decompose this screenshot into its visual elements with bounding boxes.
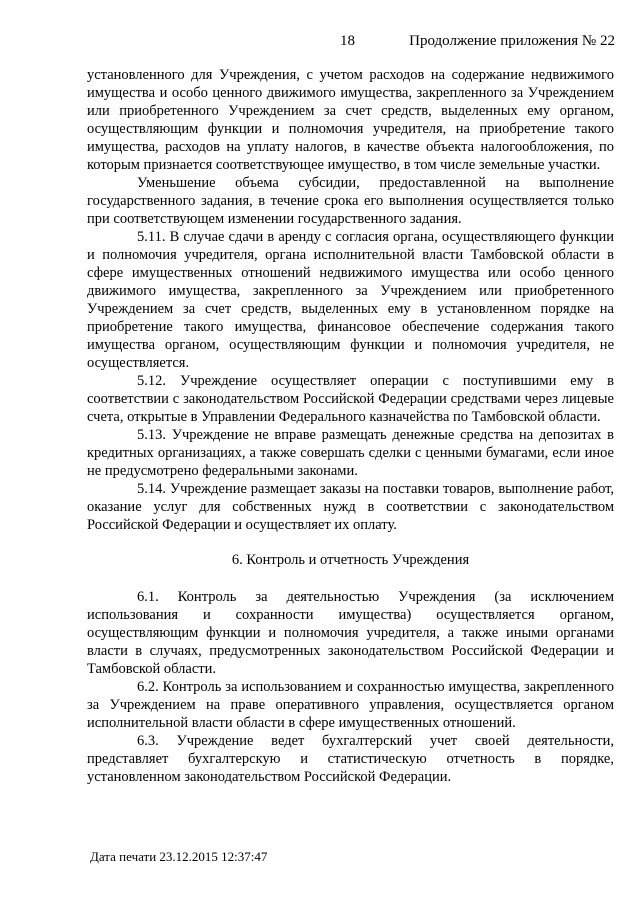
paragraph: 6.2. Контроль за использованием и сохранностью имущества, закрепленного за Учреждением на праве оперативного управления, осуществляется органом исполнительной власти области в сфере имущественных отношений. (87, 679, 614, 731)
paragraph: Уменьшение объема субсидии, предоставленной на выполнение государственного задания, в течение срока его выполнения осуществляется только при соответствующем изменении государственного задания. (87, 175, 614, 227)
paragraph: 6.1. Контроль за деятельностью Учреждения (за исключением использования и сохранности имущества) осуществляется органом, осуществляющим функции и полномочия учредителя, а также иными органами власти в случаях, предусмотренных законодательством Российской Федерации и Тамбовской области. (87, 589, 614, 677)
paragraph: 6.3. Учреждение ведет бухгалтерский учет своей деятельности, представляет бухгалтерскую и статистическую отчетность в порядке, установленном законодательством Российской Федерации. (87, 733, 614, 785)
document-body (87, 66, 614, 786)
section-heading: 6. Контроль и отчетность Учреждения (231, 552, 470, 568)
paragraph: 5.12. Учреждение осуществляет операции с поступившими ему в соответствии с законодательством Российской Федерации средствами через лицевые счета, открытые в Управлении Федерального казначейства по Тамбовской области. (87, 373, 614, 425)
paragraph: 5.14. Учреждение размещает заказы на поставки товаров, выполнение работ, оказание услуг для собственных нужд в соответствии с законодательством Российской Федерации и осуществляет их оплату. (87, 481, 614, 533)
page-header (0, 33, 640, 53)
paragraph: 5.11. В случае сдачи в аренду с согласия органа, осуществляющего функции и полномочия учредителя, органа исполнительной власти Тамбовской области в сфере имущественных отношений недвижимого имущества или особо ценного движимого имущества, закрепленного за Учреждением или приобретенного Учреждением за счет средств, выделенных ему в установленном порядке на приобретение такого имущества, финансовое обеспечение содержания такого имущества органом, осуществляющим функции и полномочия учредителя, не осуществляется. (87, 229, 614, 371)
paragraph: установленного для Учреждения, с учетом расходов на содержание недвижимого имущества и особо ценного движимого имущества, закрепленного за Учреждением или приобретенного Учреждением за счет средств, выделенных ему органом, осуществляющим функции и полномочия учредителя, на приобретение такого имущества, расходов на уплату налогов, в качестве объекта налогообложения, по которым признается соответствующее имущество, в том числе земельные участки. (87, 67, 614, 173)
print-date-footer: Дата печати 23.12.2015 12:37:47 (90, 849, 268, 864)
header-title: Продолжение приложения № 22 (409, 33, 615, 49)
paragraph: 5.13. Учреждение не вправе размещать денежные средства на депозитах в кредитных организациях, а также совершать сделки с ценными бумагами, если иное не предусмотрено федеральными законами. (87, 427, 614, 479)
page-number: 18 (340, 33, 355, 49)
